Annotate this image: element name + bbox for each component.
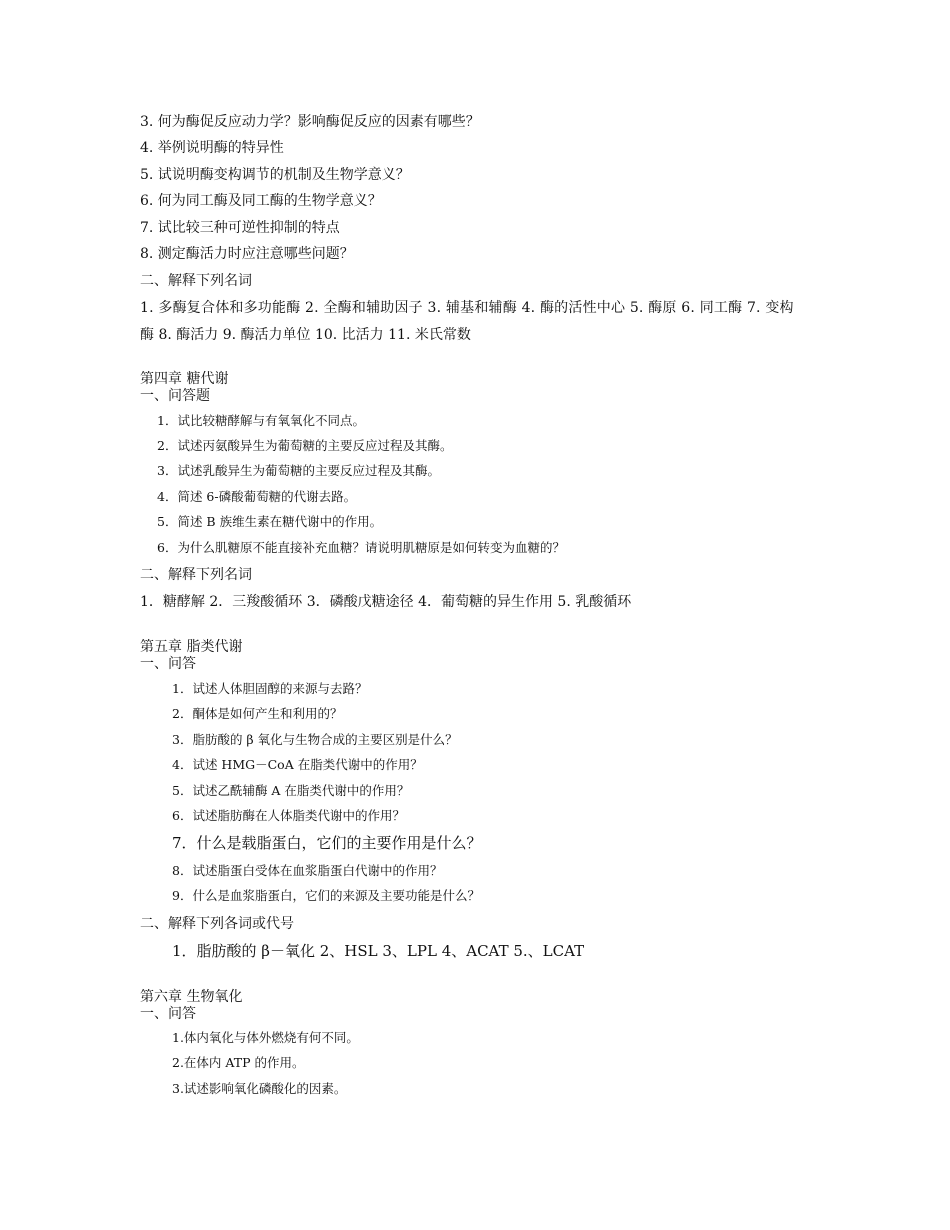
ch4-question-3: 3．试述乳酸异生为葡萄糖的主要反应过程及其酶。 — [157, 463, 440, 478]
ch3-terms-line-1: 1. 多酶复合体和多功能酶 2. 全酶和辅助因子 3. 辅基和辅酶 4. 酶的活性中心 5. 酶原 6. 同工酶 7. 变构 — [140, 300, 794, 316]
ch5-question-3: 3．脂肪酸的 β 氧化与生物合成的主要区别是什么？ — [172, 732, 458, 747]
ch5-question-7: 7．什么是载脂蛋白，它们的主要作用是什么？ — [172, 834, 482, 852]
ch5-question-1: 1．试述人体胆固醇的来源与去路？ — [172, 681, 368, 696]
ch5-title: 第五章 脂类代谢 — [140, 639, 243, 655]
ch3-terms-line-2: 酶 8. 酶活力 9. 酶活力单位 10. 比活力 11. 米氏常数 — [140, 327, 471, 343]
ch4-terms-heading: 二、解释下列名词 — [140, 567, 252, 583]
ch3-question-5: 5. 试说明酶变构调节的机制及生物学意义？ — [140, 167, 410, 183]
ch5-terms-heading: 二、解释下列各词或代号 — [140, 916, 294, 932]
ch6-question-heading: 一、问答 — [140, 1006, 196, 1022]
ch4-question-1: 1．试比较糖酵解与有氧氧化不同点。 — [157, 413, 365, 428]
ch5-question-2: 2．酮体是如何产生和利用的？ — [172, 706, 343, 721]
ch4-terms: 1．糖酵解 2．三羧酸循环 3．磷酸戊糖途径 4．葡萄糖的异生作用 5. 乳酸循环 — [140, 594, 632, 610]
ch5-question-8: 8．试述脂蛋白受体在血浆脂蛋白代谢中的作用？ — [172, 863, 443, 878]
ch4-question-heading: 一、问答题 — [140, 388, 210, 404]
ch5-question-9: 9．什么是血浆脂蛋白，它们的来源及主要功能是什么？ — [172, 888, 480, 903]
ch3-terms-heading: 二、解释下列名词 — [140, 273, 252, 289]
ch5-question-4: 4．试述 HMG－CoA 在脂类代谢中的作用？ — [172, 757, 423, 772]
ch6-question-1: 1.体内氧化与体外燃烧有何不同。 — [172, 1030, 359, 1045]
ch6-title: 第六章 生物氧化 — [140, 989, 243, 1005]
ch4-question-4: 4．简述 6-磷酸葡萄糖的代谢去路。 — [157, 489, 357, 504]
ch6-question-2: 2.在体内 ATP 的作用。 — [172, 1055, 305, 1070]
ch5-question-6: 6．试述脂肪酶在人体脂类代谢中的作用？ — [172, 808, 405, 823]
ch5-terms: 1．脂肪酸的 β－氧化 2、HSL 3、LPL 4、ACAT 5.、LCAT — [172, 942, 585, 960]
ch4-question-6: 6．为什么肌糖原不能直接补充血糖？请说明肌糖原是如何转变为血糖的？ — [157, 540, 565, 555]
ch3-question-8: 8. 测定酶活力时应注意哪些问题？ — [140, 246, 354, 262]
ch4-title: 第四章 糖代谢 — [140, 371, 229, 387]
ch3-question-6: 6. 何为同工酶及同工酶的生物学意义？ — [140, 193, 382, 209]
ch6-question-3: 3.试述影响氧化磷酸化的因素。 — [172, 1081, 347, 1096]
ch4-question-5: 5．简述 B 族维生素在糖代谢中的作用。 — [157, 514, 383, 529]
ch5-question-heading: 一、问答 — [140, 656, 196, 672]
ch3-question-3: 3. 何为酶促反应动力学？影响酶促反应的因素有哪些？ — [140, 114, 480, 130]
ch3-question-7: 7. 试比较三种可逆性抑制的特点 — [140, 220, 340, 236]
ch3-question-4: 4. 举例说明酶的特异性 — [140, 140, 284, 156]
ch5-question-5: 5．试述乙酰辅酶 A 在脂类代谢中的作用？ — [172, 783, 410, 798]
ch4-question-2: 2．试述丙氨酸异生为葡萄糖的主要反应过程及其酶。 — [157, 438, 453, 453]
